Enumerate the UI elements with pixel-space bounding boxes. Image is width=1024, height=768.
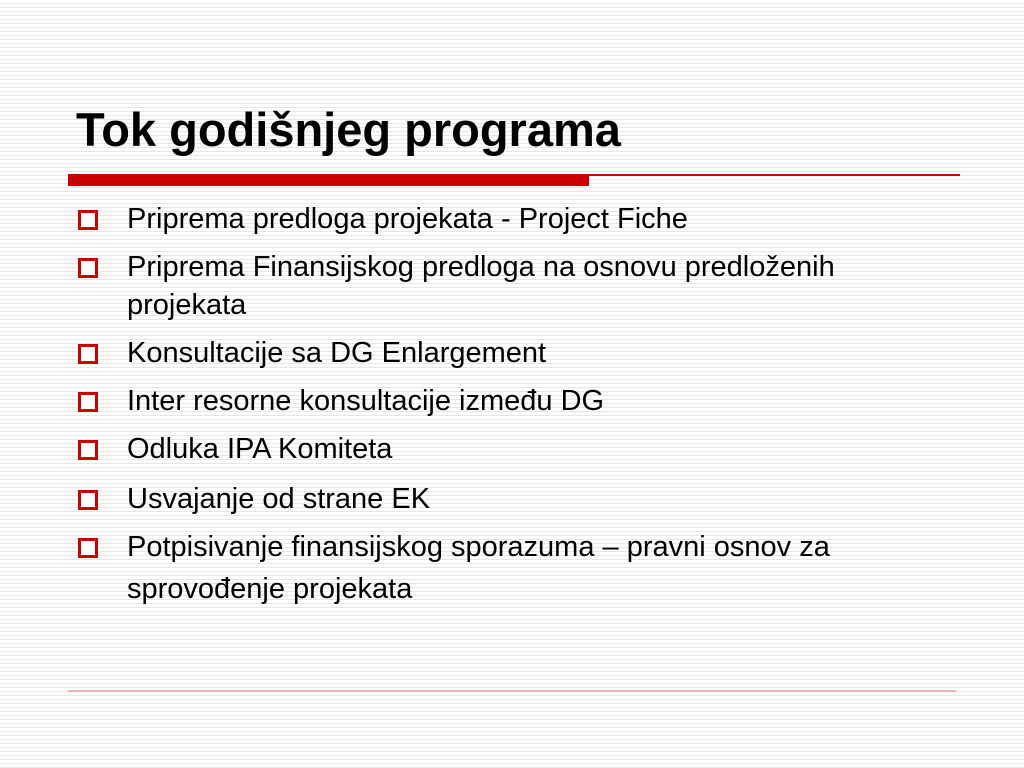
title-underline-thick [68,174,589,186]
hollow-square-icon [78,210,98,230]
bullet-item [76,248,956,324]
hollow-square-icon [78,490,98,510]
footer-divider [68,690,956,692]
bullet-text: Usvajanje od strane EK [127,483,431,515]
bullet-text: Odluka IPA Komiteta [127,433,393,465]
bullet-text: Inter resorne konsultacije između DG [127,385,605,417]
hollow-square-icon [78,258,98,278]
title-underline-thin [589,174,960,176]
hollow-square-icon [78,392,98,412]
bullet-text: Potpisivanje finansijskog sporazuma – pravni osnov za sprovođenje projekata [127,531,830,605]
bullet-text: Priprema Finansijskog predloga na osnovu predloženih projekata [127,251,835,321]
bullet-item [76,334,956,372]
hollow-square-icon [78,440,98,460]
bullet-item [76,382,956,420]
bullet-item [76,430,956,468]
bullet-item [76,200,956,238]
slide-title: Tok godišnjeg programa [76,103,621,156]
bullet-list [76,200,956,616]
hollow-square-icon [78,344,98,364]
bullet-text: Priprema predloga projekata - Project Fiche [127,203,688,235]
bullet-text: Konsultacije sa DG Enlargement [127,337,547,369]
bullet-item [76,478,956,520]
hollow-square-icon [78,538,98,558]
bullet-item [76,526,956,610]
